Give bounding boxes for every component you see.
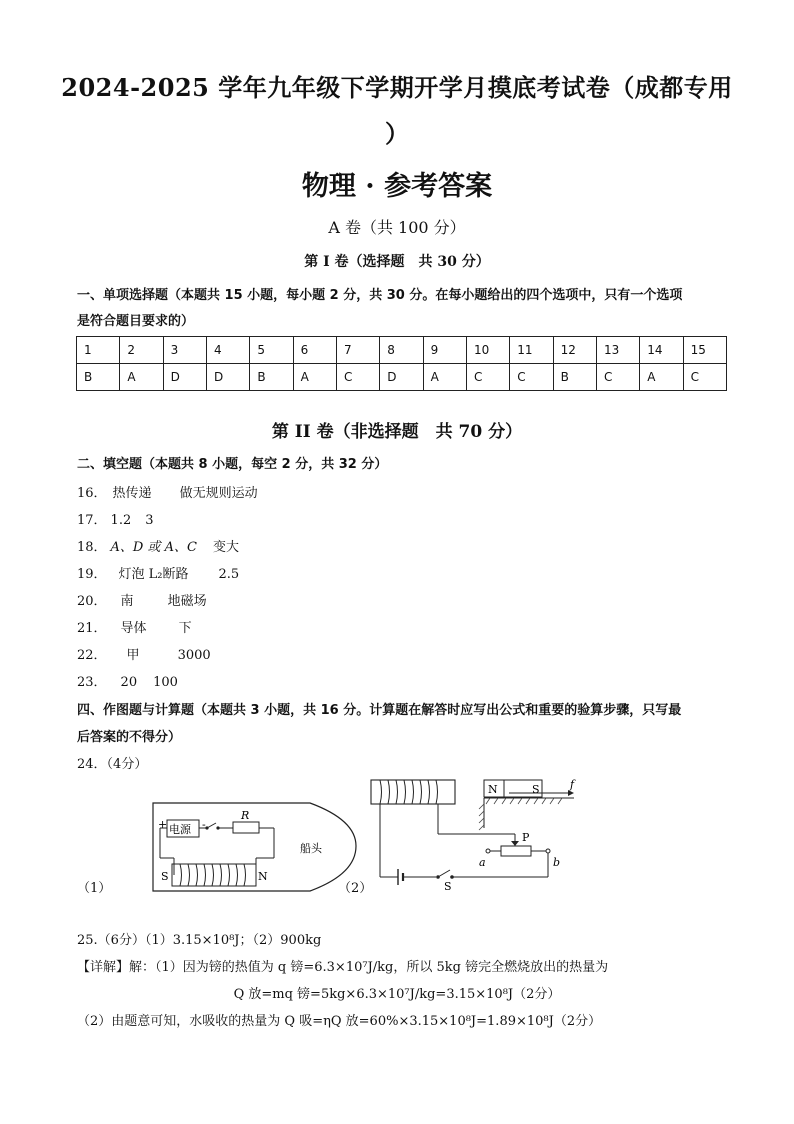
resistor-label: R bbox=[241, 809, 250, 822]
magnet-s-label: S bbox=[532, 783, 540, 796]
section-four-heading-line-2: 后答案的不得分） bbox=[77, 730, 182, 745]
end-a-label: a bbox=[479, 856, 486, 869]
answer-table-number-row bbox=[77, 337, 727, 364]
question-number-cell: 3 bbox=[163, 337, 206, 364]
ship-hull-outline bbox=[153, 803, 356, 891]
fill-answer-21: 21． 导体 下 bbox=[77, 621, 192, 636]
resistor bbox=[233, 822, 259, 833]
slider-label: P bbox=[522, 831, 530, 844]
detail-line-2: Q 放=mq 镑=5kg×6.3×10⁷J/kg=3.15×10⁸J（2分） bbox=[233, 987, 561, 1002]
question-25-answer: 25.（6分）（1）3.15×10⁸J；（2）900kg bbox=[77, 933, 322, 948]
figure-1-label: （1） bbox=[77, 881, 112, 896]
fill-answer-22: 22． 甲 3000 bbox=[77, 648, 211, 663]
main-title-line-1: 2024-2025 学年九年级下学期开学月摸底考试卷（成都专用 bbox=[61, 73, 733, 102]
coil-windings bbox=[180, 864, 246, 886]
power-source-label: 电源 bbox=[169, 823, 191, 836]
wall-hatching bbox=[479, 804, 484, 830]
answer-cell: C bbox=[510, 364, 553, 391]
force-label: f bbox=[570, 778, 575, 791]
question-number-cell: 11 bbox=[510, 337, 553, 364]
question-24-label: 24．（4分） bbox=[77, 757, 148, 772]
rheostat bbox=[501, 846, 531, 856]
detail-line-3: （2）由题意可知，水吸收的热量为 Q 吸=ηQ 放=60%×3.15×10⁸J=1.89×10⁸J（2分） bbox=[77, 1014, 602, 1029]
part-one-title: 第 I 卷（选择题 共 30 分） bbox=[304, 254, 490, 270]
answer-cell: C bbox=[683, 364, 726, 391]
section-one-heading-line-1: 一、单项选择题（本题共 15 小题，每小题 2 分，共 30 分。在每小题给出的四个选项中，只有一个选项 bbox=[77, 288, 683, 303]
end-b-label: b bbox=[553, 856, 561, 869]
question-number-cell: 6 bbox=[293, 337, 336, 364]
answer-table bbox=[76, 336, 727, 391]
section-two-heading: 二、填空题（本题共 8 小题，每空 2 分，共 32 分） bbox=[77, 457, 388, 472]
answer-cell: A bbox=[293, 364, 336, 391]
answer-cell: A bbox=[423, 364, 466, 391]
fill-answer-23: 23． 20 100 bbox=[77, 675, 178, 690]
s-pole-label: S bbox=[161, 870, 169, 883]
question-number-cell: 5 bbox=[250, 337, 293, 364]
section-four-heading-line-1: 四、作图题与计算题（本题共 3 小题，共 16 分。计算题在解答时应写出公式和重要的验算步骤，只写最 bbox=[77, 703, 682, 718]
answer-cell: A bbox=[120, 364, 163, 391]
part-two-title: 第 II 卷（非选择题 共 70 分） bbox=[271, 422, 523, 442]
answer-cell: B bbox=[250, 364, 293, 391]
question-number-cell: 7 bbox=[336, 337, 379, 364]
coil-windings bbox=[380, 780, 438, 804]
question-number-cell: 13 bbox=[596, 337, 639, 364]
n-pole-label: N bbox=[258, 870, 268, 883]
volume-a-title: A 卷（共 100 分） bbox=[328, 218, 466, 237]
subject-title: 物理 · 参考答案 bbox=[301, 171, 493, 202]
question-number-cell: 1 bbox=[77, 337, 120, 364]
answer-cell: C bbox=[466, 364, 509, 391]
question-number-cell: 15 bbox=[683, 337, 726, 364]
section-one-heading-line-2: 是符合题目要求的） bbox=[77, 314, 195, 329]
answer-cell: D bbox=[163, 364, 206, 391]
answer-cell: B bbox=[553, 364, 596, 391]
switch-label: S bbox=[444, 880, 452, 893]
answer-cell: C bbox=[596, 364, 639, 391]
answer-table-answer-row bbox=[77, 364, 727, 391]
fill-answer-16: 16． 热传递 做无规则运动 bbox=[77, 486, 258, 501]
question-number-cell: 8 bbox=[380, 337, 423, 364]
question-number-cell: 4 bbox=[206, 337, 249, 364]
question-number-cell: 14 bbox=[640, 337, 683, 364]
switch-blade bbox=[438, 870, 450, 877]
main-title-line-2: ） bbox=[385, 119, 409, 148]
minus-sign: - bbox=[202, 818, 206, 831]
question-number-cell: 10 bbox=[466, 337, 509, 364]
question-number-cell: 9 bbox=[423, 337, 466, 364]
answer-cell: D bbox=[206, 364, 249, 391]
fill-answer-19: 19． 灯泡 L₂断路 2.5 bbox=[77, 567, 240, 582]
figure-2-label: （2） bbox=[338, 881, 373, 896]
fill-answer-20: 20． 南 地磁场 bbox=[77, 594, 207, 609]
question-number-cell: 12 bbox=[553, 337, 596, 364]
answer-cell: C bbox=[336, 364, 379, 391]
fill-answer-17: 17． 1.2 3 bbox=[77, 513, 154, 528]
figure-2-electromagnet-circuit bbox=[368, 776, 578, 894]
question-number-cell: 2 bbox=[120, 337, 163, 364]
figure-1-ship-circuit bbox=[150, 800, 360, 895]
answer-cell: B bbox=[77, 364, 120, 391]
answer-cell: A bbox=[640, 364, 683, 391]
fill-answer-18: 18． A、D 或 A、C 变大 bbox=[77, 540, 239, 555]
surface-hatching bbox=[486, 798, 562, 804]
answer-cell: D bbox=[380, 364, 423, 391]
ship-bow-label: 船头 bbox=[300, 842, 322, 855]
detail-line-1: 【详解】解：（1）因为镑的热值为 q 镑=6.3×10⁷J/kg，所以 5kg 镑完全燃烧放出的热量为 bbox=[77, 960, 609, 975]
magnet-n-label: N bbox=[488, 783, 498, 796]
plus-sign: + bbox=[158, 818, 168, 831]
slider-arrow bbox=[511, 841, 519, 846]
